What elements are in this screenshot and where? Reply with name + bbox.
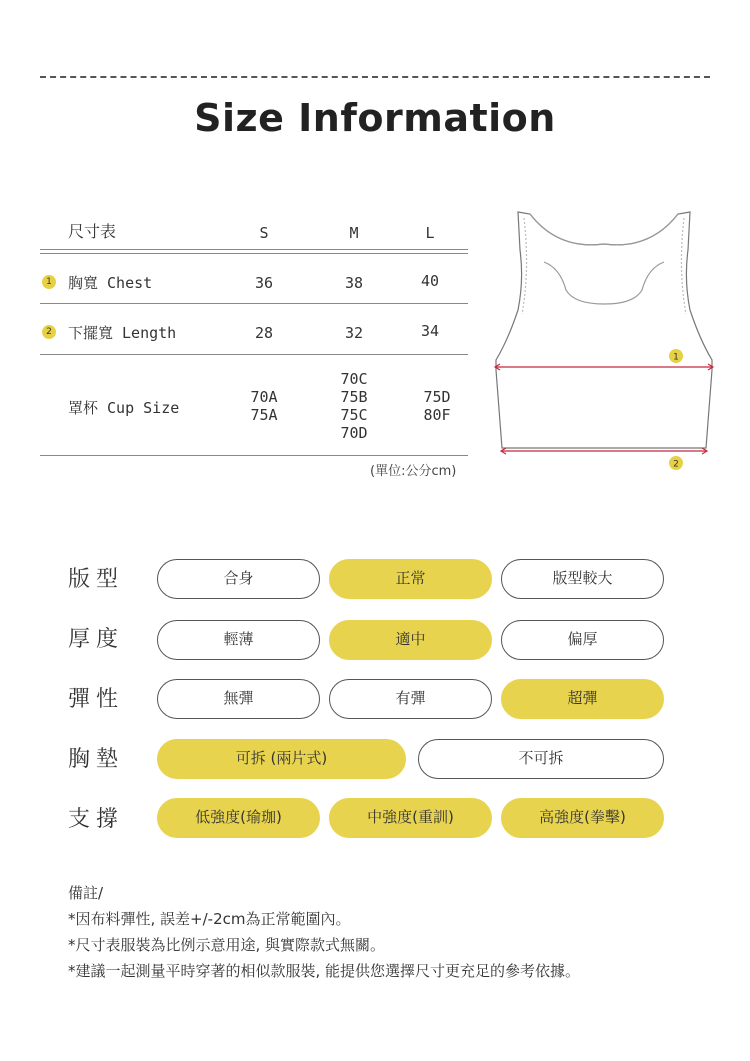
chest-s: 36	[254, 274, 274, 292]
marker-2-text: 2	[673, 459, 679, 470]
length-badge: 2	[42, 325, 56, 339]
cup-m: 70C 75B 75C 70D	[340, 370, 368, 442]
sports-bra-diagram	[490, 210, 720, 470]
option-support-medium: 中強度(重訓)	[329, 798, 492, 838]
option-fit-regular: 正常	[329, 559, 492, 599]
table-divider	[40, 455, 468, 456]
option-thickness-thick: 偏厚	[501, 620, 664, 660]
notes-heading: 備註/	[68, 884, 104, 902]
size-table-header: 尺寸表	[68, 222, 117, 241]
notes	[68, 880, 580, 984]
option-pad-fixed: 不可拆	[418, 739, 664, 779]
option-elastic-none: 無彈	[157, 679, 320, 719]
option-thickness-medium: 適中	[329, 620, 492, 660]
attribute-label: 版型	[68, 567, 125, 592]
attribute-label: 胸墊	[68, 747, 125, 772]
marker-1-text: 1	[673, 352, 679, 363]
size-col-s: S	[259, 224, 269, 242]
cup-size-label: 罩杯 Cup Size	[68, 399, 180, 417]
note-line: *因布料彈性, 誤差+/-2cm為正常範圍內。	[68, 910, 351, 928]
size-col-l: L	[425, 224, 435, 242]
chest-label: 胸寬 Chest	[68, 274, 153, 292]
note-line: *尺寸表服裝為比例示意用途, 與實際款式無關。	[68, 936, 386, 954]
option-fit-loose: 版型較大	[501, 559, 664, 599]
length-m: 32	[344, 324, 364, 342]
option-support-high: 高強度(拳擊)	[501, 798, 664, 838]
option-thickness-thin: 輕薄	[157, 620, 320, 660]
chest-m: 38	[344, 274, 364, 292]
length-l: 34	[420, 322, 440, 340]
table-divider	[40, 249, 468, 250]
attribute-label: 厚度	[68, 627, 125, 652]
attribute-label: 彈性	[68, 687, 125, 712]
chest-l: 40	[420, 272, 440, 290]
cup-s: 70A 75A	[250, 388, 278, 424]
option-elastic-super: 超彈	[501, 679, 664, 719]
note-line: *建議一起測量平時穿著的相似款服裝, 能提供您選擇尺寸更充足的參考依據。	[68, 962, 581, 980]
length-label: 下擺寬 Length	[68, 324, 177, 342]
unit-note: (單位:公分cm)	[370, 464, 457, 479]
attribute-label: 支撐	[68, 807, 125, 832]
chest-badge: 1	[42, 275, 56, 289]
option-fit-slim: 合身	[157, 559, 320, 599]
top-dashed-divider	[40, 76, 710, 78]
cup-l: 75D 80F	[423, 388, 451, 424]
option-elastic-some: 有彈	[329, 679, 492, 719]
page-title: Size Information	[194, 96, 556, 140]
length-s: 28	[254, 324, 274, 342]
option-pad-removable: 可拆 (兩片式)	[157, 739, 406, 779]
table-divider	[40, 354, 468, 355]
table-divider	[40, 253, 468, 254]
option-support-low: 低強度(瑜珈)	[157, 798, 320, 838]
size-col-m: M	[349, 224, 359, 242]
table-divider	[40, 303, 468, 304]
